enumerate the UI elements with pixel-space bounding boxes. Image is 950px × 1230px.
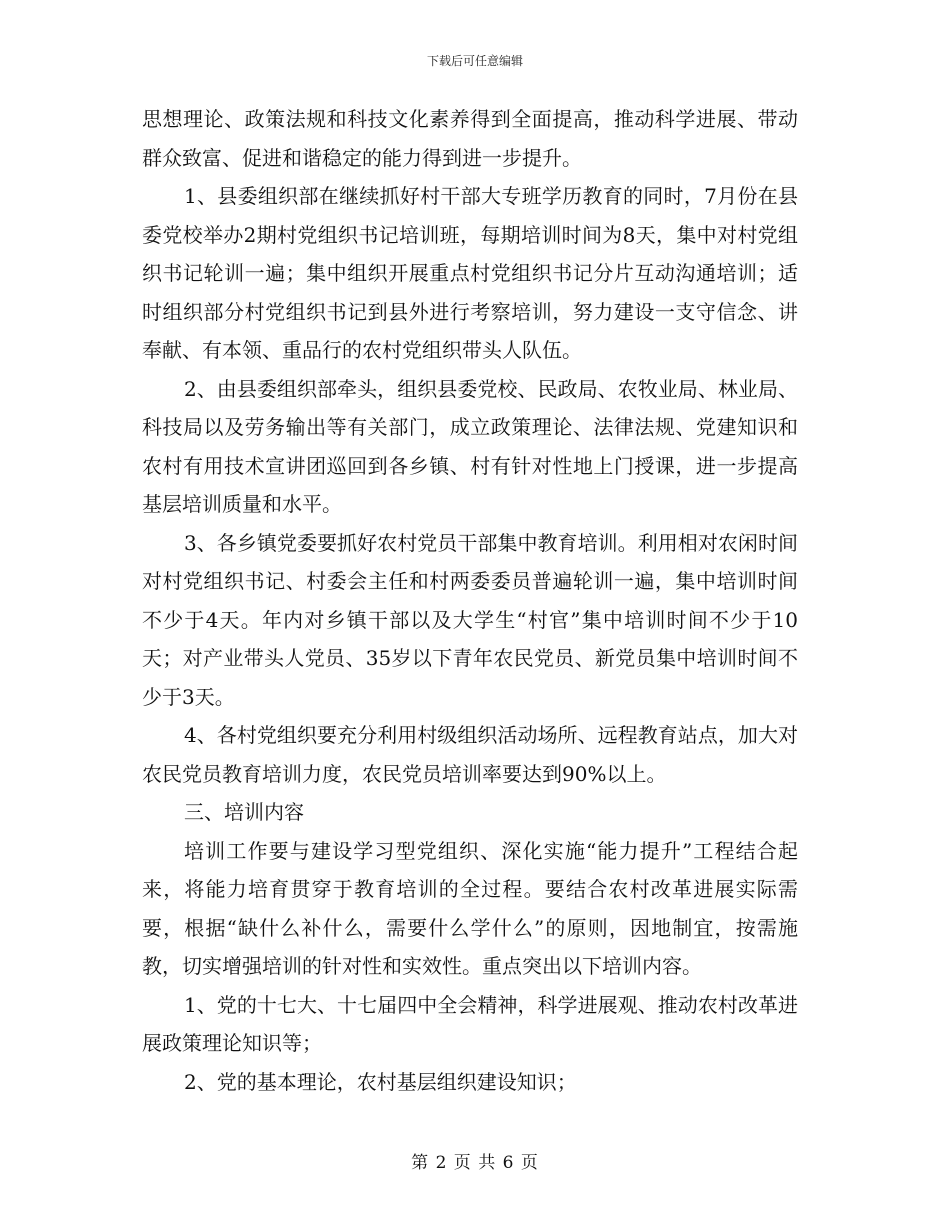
document-body — [142, 100, 798, 1101]
list-item-1: 1、党的十七大、十七届四中全会精神，科学进展观、推动农村改革进展政策理论知识等； — [142, 992, 798, 1055]
section-heading: 三、培训内容 — [184, 800, 304, 824]
paragraph-2: 1、县委组织部在继续抓好村干部大专班学历教育的同时，7月份在县委党校举办2期村党组织书记培训班，每期培训时间为8天，集中对村党组织书记轮训一遍；集中组织开展重点村党组织书记分片互动沟通培训；适时组织部分村党组织书记到县外进行考察培训，努力建设一支守信念、讲奉献、有本领、重品行的农村党组织带头人队伍。 — [142, 184, 798, 362]
paragraph-6: 培训工作要与建设学习型党组织、深化实施“能力提升”工程结合起来，将能力培育贯穿于教育培训的全过程。要结合农村改革进展实际需要，根据“缺什么补什么，需要什么学什么”的原则，因地制宜，按需施教，切实增强培训的针对性和实效性。重点突出以下培训内容。 — [142, 838, 798, 978]
page-header: 下载后可任意编辑 — [426, 54, 523, 68]
paragraph-4: 3、各乡镇党委要抓好农村党员干部集中教育培训。利用相对农闲时间对村党组织书记、村委会主任和村两委委员普遍轮训一遍，集中培训时间不少于4天。年内对乡镇干部以及大学生“村官”集中培训时间不少于10天；对产业带头人党员、35岁以下青年农民党员、新党员集中培训时间不少于3天。 — [142, 530, 798, 709]
paragraph-5: 4、各村党组织要充分利用村级组织活动场所、远程教育站点，加大对农民党员教育培训力度，农民党员培训率要达到90%以上。 — [142, 723, 798, 786]
list-item-2: 2、党的基本理论，农村基层组织建设知识； — [184, 1069, 577, 1094]
page-number: 第 2 页 共 6 页 — [411, 1153, 539, 1173]
paragraph-3: 2、由县委组织部牵头，组织县委党校、民政局、农牧业局、林业局、科技局以及劳务输出等有关部门，成立政策理论、法律法规、党建知识和农村有用技术宣讲团巡回到各乡镇、村有针对性地上门授课，进一步提高基层培训质量和水平。 — [142, 376, 798, 516]
paragraph-1: 思想理论、政策法规和科技文化素养得到全面提高，推动科学进展、带动群众致富、促进和谐稳定的能力得到进一步提升。 — [142, 107, 798, 170]
